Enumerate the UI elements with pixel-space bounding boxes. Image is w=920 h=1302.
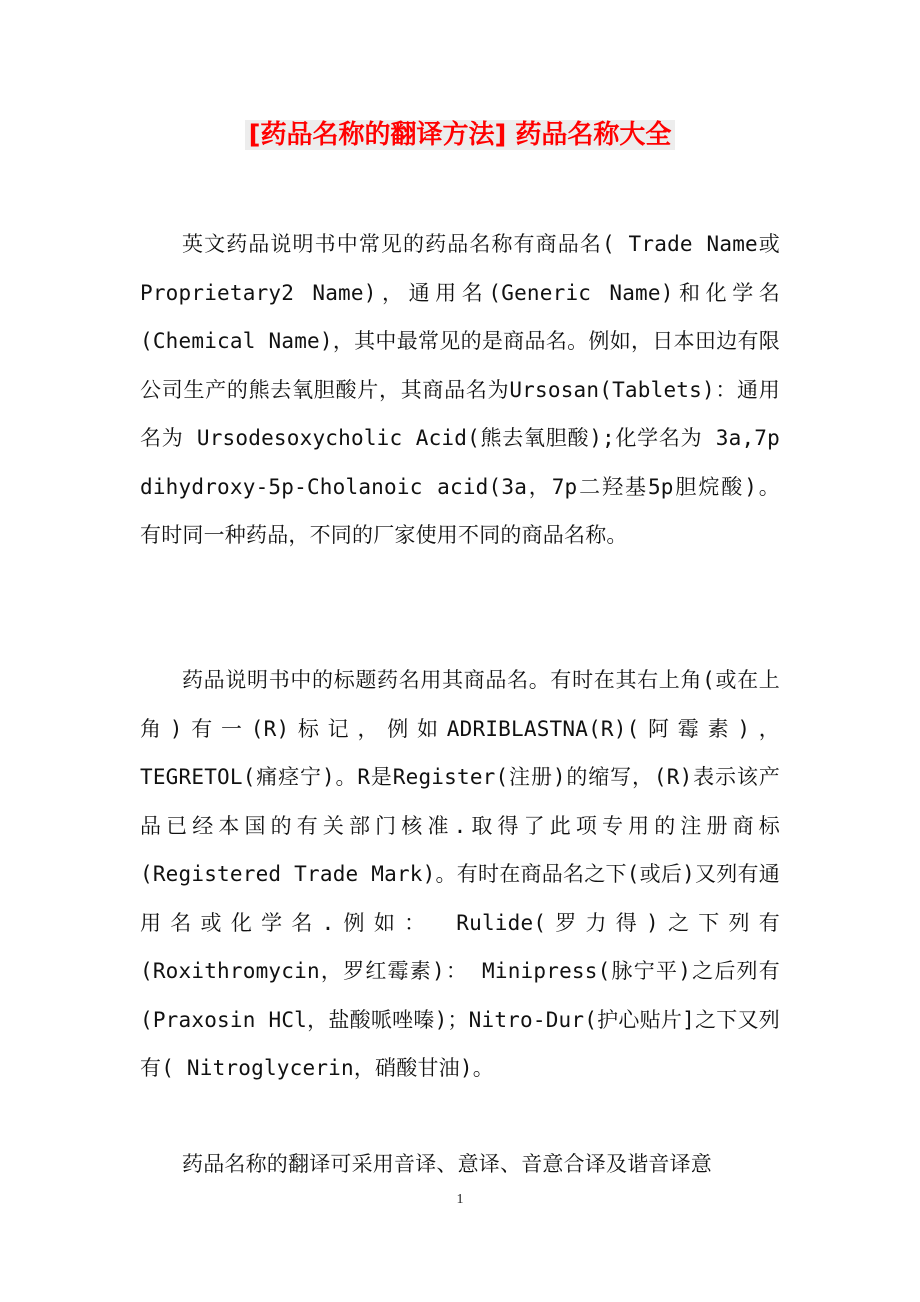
document-title	[0, 114, 920, 156]
document-title-text: [药品名称的翻译方法] 药品名称大全	[245, 120, 676, 150]
page-number: 1	[456, 1192, 464, 1207]
paragraph-3: 药品名称的翻译可采用音译、意译、音意合译及谐音译意	[182, 1152, 712, 1176]
paragraph-1: 英文药品说明书中常见的药品名称有商品名( Trade Name或 Proprietary2 Name)，通用名(Generic Name)和化学名(Chemical Name)，其中最常见的是商品名。例如，日本田边有限公司生产的熊去氧胆酸片，其商品名为Ursosan(Tablets)：通用名为 Ursodesoxycholic Acid(熊去氧胆酸);化学名为 3a,7p dihydroxy-5p-Cholanoic acid(3a，7p二羟基5p胆烷酸)。有时同一种药品，不同的厂家使用不同的商品名称。	[140, 232, 780, 547]
paragraph-2: 药品说明书中的标题药名用其商品名。有时在其右上角(或在上角)有一(R)标记，例如ADRIBLASTNA(R)(阿霉素)，TEGRETOL(痛痉宁)。R是Register(注册)的缩写，(R)表示该产品已经本国的有关部门核准.取得了此项专用的注册商标(Registered Trade Mark)。有时在商品名之下(或后)又列有通用名或化学名.例如： Rulide(罗力得)之下列有(Roxithromycin，罗红霉素)： Minipress(脉宁平)之后列有(Praxosin HCl，盐酸哌唑嗪)；Nitro-Dur(护心贴片]之下又列有( Nitroglycerin，硝酸甘油)。	[140, 668, 780, 1080]
